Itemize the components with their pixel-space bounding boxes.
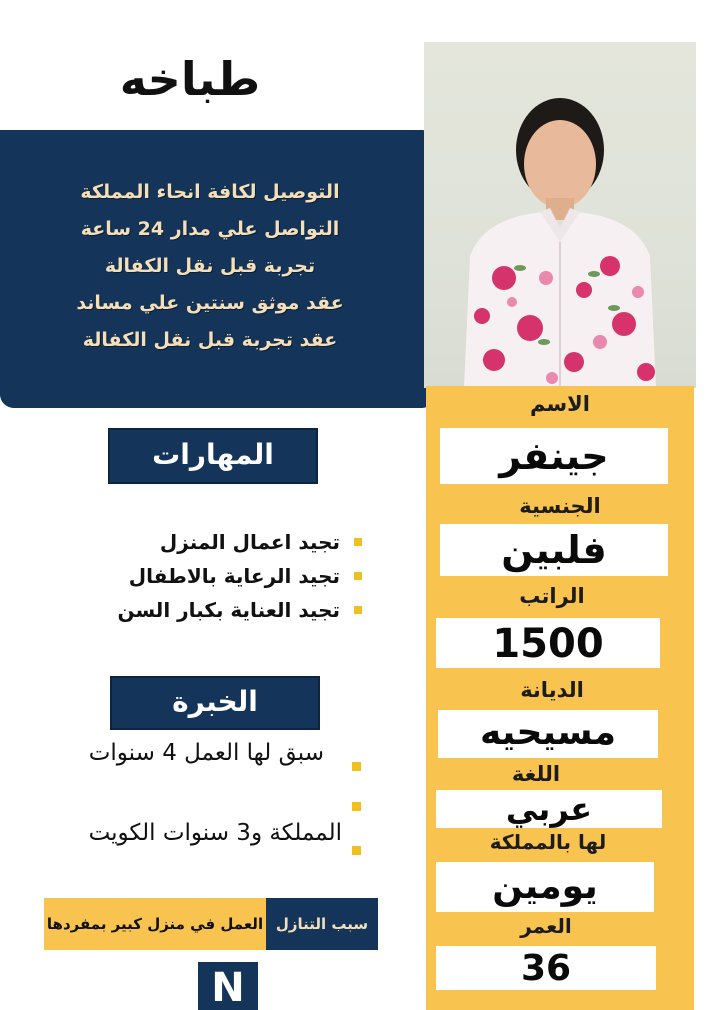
- reason-label: سبب التنازل: [266, 898, 378, 950]
- bullet-icon: [354, 538, 362, 546]
- in-kingdom-label: لها بالمملكة: [489, 830, 607, 854]
- services-lines: [40, 174, 380, 359]
- nationality-value: فلبين: [440, 524, 668, 576]
- experience-line-2: المملكة و3 سنوات الكويت: [88, 820, 342, 846]
- skills-header: المهارات: [108, 428, 318, 484]
- bullet-icon: [354, 572, 362, 580]
- bullet-icon: [354, 606, 362, 614]
- religion-label: الديانة: [520, 678, 584, 702]
- info-line: عقد موثق سنتين علي مساند: [76, 292, 344, 314]
- experience-line-1: سبق لها العمل 4 سنوات: [88, 740, 324, 766]
- salary-label: الراتب: [519, 584, 585, 608]
- skill-text: تجيد الرعاية بالاطفال: [128, 564, 340, 588]
- salary-value: 1500: [436, 618, 660, 668]
- page-title: طباخه: [119, 52, 261, 106]
- worker-portrait-illustration: [424, 42, 696, 388]
- info-line: تجربة قبل نقل الكفالة: [104, 255, 316, 277]
- religion-value: مسيحيه: [438, 710, 658, 758]
- in-kingdom-value: يومين: [436, 862, 654, 912]
- brand-logo: N: [198, 962, 258, 1010]
- services-info-box: [0, 130, 436, 408]
- info-line: التواصل علي مدار 24 ساعة: [80, 218, 340, 240]
- name-label: الاسم: [530, 392, 590, 416]
- skill-item: [117, 598, 362, 622]
- bullet-icon: [352, 846, 361, 855]
- skill-item: [129, 564, 362, 588]
- skill-text: تجيد اعمال المنزل: [159, 530, 340, 554]
- language-value: عربي: [436, 790, 662, 828]
- language-label: اللغة: [511, 762, 561, 786]
- bullet-icon: [352, 802, 361, 811]
- reason-value: العمل في منزل كبير بمفردها: [44, 898, 266, 950]
- name-value: جينفر: [440, 428, 668, 484]
- age-label: العمر: [520, 914, 572, 938]
- nationality-label: الجنسية: [519, 494, 601, 518]
- info-line: عقد تجربة قبل نقل الكفالة: [82, 329, 338, 351]
- bullet-icon: [352, 762, 361, 771]
- worker-photo: [424, 42, 696, 388]
- age-value: 36: [436, 946, 656, 990]
- info-line: التوصيل لكافة انحاء المملكة: [80, 181, 340, 203]
- skill-item: [160, 530, 362, 554]
- experience-header: الخبرة: [110, 676, 320, 730]
- skill-text: تجيد العناية بكبار السن: [117, 598, 340, 622]
